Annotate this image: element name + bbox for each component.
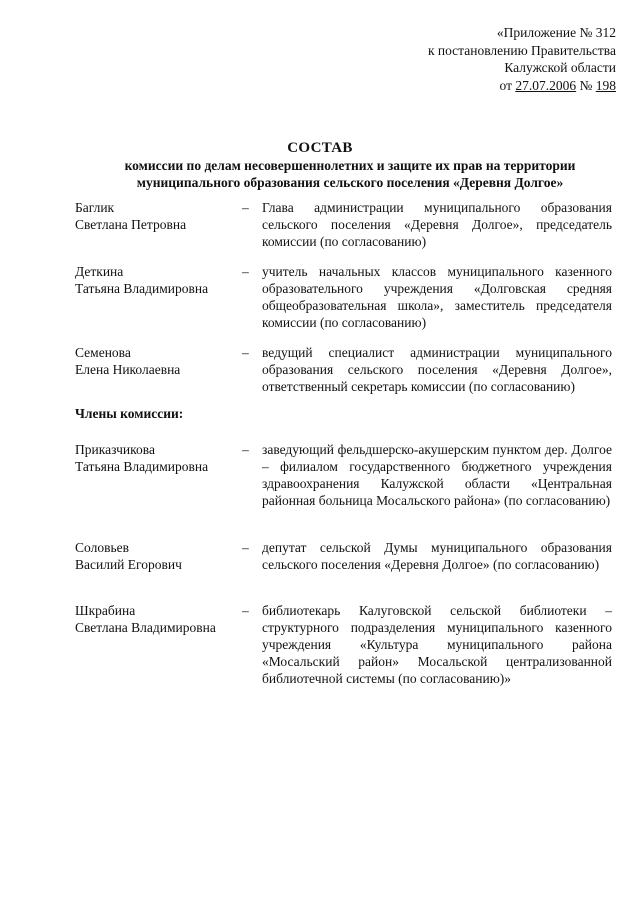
member-given-name: Татьяна Владимировна [75, 459, 209, 474]
date-prefix: от [499, 77, 516, 93]
decree-date: 27.07.2006 [515, 77, 577, 93]
member-name [75, 199, 240, 233]
subtitle-line-1: комиссии по делам несовершеннолетних и защите их прав на территории [124, 158, 576, 173]
member-name [75, 602, 240, 636]
subtitle-line-2: муниципального образования сельского поселения «Деревня Долгое» [136, 175, 564, 190]
member-surname: Приказчикова [75, 442, 155, 457]
members-section-label: Члены комиссии: [75, 406, 184, 421]
member-name [75, 344, 240, 378]
member-role: учитель начальных классов муниципального казенного образовательного учреждения «Долговская средняя общеобразовательная школа», заместитель председателя комиссии (по согласованию) [262, 264, 612, 330]
document-title: СОСТАВ [287, 140, 353, 156]
dash-separator: – [242, 603, 249, 618]
appendix-date-line [428, 77, 616, 95]
decree-number: 198 [595, 77, 616, 93]
member-surname: Деткина [75, 264, 124, 279]
member-surname: Семенова [75, 345, 131, 360]
appendix-number: «Приложение № 312 [496, 25, 616, 40]
member-role: заведующий фельдшерско-акушерским пунктом дер. Долгое – филиалом государственного бюджетного учреждения здравоохранения Калужской области «Центральная районная больница Мосальского района» (по согласованию) [262, 442, 612, 508]
member-given-name: Светлана Петровна [75, 217, 187, 232]
member-name [75, 539, 240, 573]
dash-separator: – [242, 540, 249, 555]
member-role: депутат сельской Думы муниципального образования сельского поселения «Деревня Долгое» (по согласованию) [262, 540, 612, 572]
member-surname: Соловьев [75, 540, 129, 555]
member-surname: Шкрабина [75, 603, 136, 618]
appendix-decree-ref: к постановлению Правительства [427, 42, 616, 58]
member-given-name: Елена Николаевна [75, 362, 181, 377]
member-surname: Баглик [75, 200, 115, 215]
dash-separator: – [242, 264, 249, 279]
appendix-header [428, 24, 616, 94]
member-role: Глава администрации муниципального образования сельского поселения «Деревня Долгое», председатель комиссии (по согласованию) [262, 200, 612, 249]
dash-separator: – [242, 200, 249, 215]
member-given-name: Светлана Владимировна [75, 620, 216, 635]
dash-separator: – [242, 442, 249, 457]
member-name [75, 263, 240, 297]
member-name [75, 441, 240, 475]
number-sign: № [576, 77, 596, 93]
dash-separator: – [242, 345, 249, 360]
member-role: библиотекарь Калуговской сельской библиотеки – структурного подразделения муниципального казенного учреждения «Культура муниципального района «Мосальский район» Мосальской централизованной библиотечной системы (по согласованию)» [262, 603, 612, 686]
member-role: ведущий специалист администрации муниципального образования сельского поселения «Деревня Долгое», ответственный секретарь комиссии (по согласованию) [262, 345, 612, 394]
member-given-name: Василий Егорович [75, 557, 182, 572]
member-given-name: Татьяна Владимировна [75, 281, 209, 296]
document-subtitle [0, 157, 640, 191]
appendix-region: Калужской области [504, 60, 616, 75]
